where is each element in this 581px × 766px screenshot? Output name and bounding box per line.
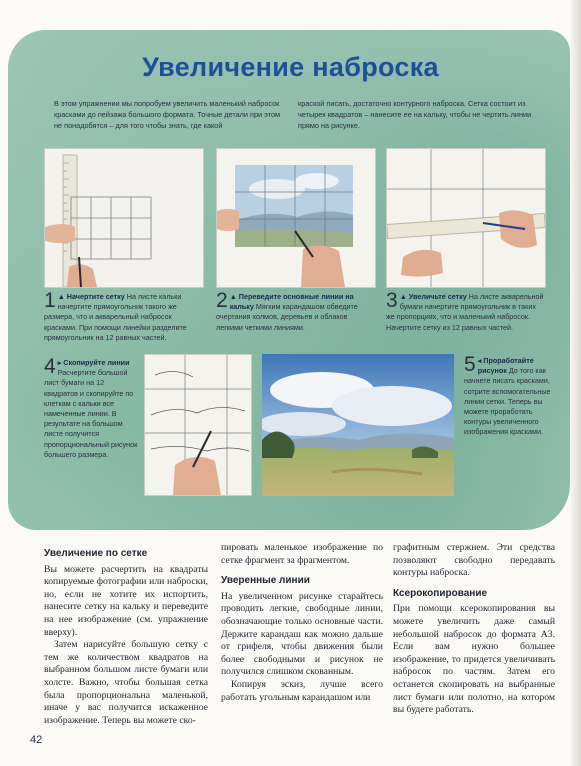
copy-lines-illustration — [145, 355, 251, 495]
body-column-1 — [44, 548, 208, 727]
step4-title: ▸ Скопируйте линии — [57, 358, 130, 367]
step1-text: На листе кальки начертите прямоугольник такого же размера, что и акварельный набросок красками. При помощи линейки разделите прямоугольник на 12 равных частей. — [44, 292, 187, 342]
step1-number: 1 — [44, 289, 56, 312]
step5-number: 5 — [464, 353, 476, 376]
page-edge-shadow — [571, 0, 581, 766]
landscape-tracing-illustration — [217, 149, 375, 287]
body-column-3 — [393, 542, 555, 717]
step1-title: ▲ Начертите сетку — [57, 292, 125, 301]
step3-number: 3 — [386, 289, 398, 312]
paragraph: графитным стержнем. Эти средства позволяют свободно передавать контуры наброска. — [393, 542, 555, 579]
paragraph: На увеличенном рисунке старайтесь проводить легкие, свободные линии, обозначающие только основные части. Держите карандаш как можно дальше от грифеля, чтобы движения были более свободными и рисунок не получился слишком скованным. — [221, 590, 383, 678]
step3-title: ▲ Увеличьте сетку — [399, 292, 467, 301]
enlarged-grid-illustration — [387, 149, 545, 287]
finished-landscape-painting — [262, 354, 454, 496]
grid-tracing-illustration — [45, 149, 203, 287]
section-heading-lines: Уверенные линии — [221, 575, 310, 587]
intro-text-left: В этом упражнении мы попробуем увеличить маленький набросок красками до пейзажа большого формата. Точные детали при этом не понадобятся – для того чтобы знать, где какой — [54, 99, 281, 130]
step3-caption — [386, 289, 544, 333]
step5-text: До того как начнете писать красками, сотрите вспомогательные линии сетки. Теперь вы можете проработать контуры увеличенного изображения красками. — [464, 366, 551, 437]
step4-text: Расчертите большой лист бумаги на 12 квадратов и скопируйте по клеткам с кальки все намеченные линии. В результате на большом листе получится пропорциональный рисунок большего размера. — [44, 368, 138, 459]
step4-photo — [144, 354, 252, 496]
step3-text: На листе акварельной бумаги начертите прямоугольник в таких же пропорциях, что и маленький набросок. Начертите сетку из 12 равных частей. — [386, 292, 544, 332]
intro-text-right: краской писать, достаточно контурного наброска. Сетка состоит из четырех квадратов – нанесите ее на кальку, чтобы не чертить линии прямо на рисунке. — [298, 99, 532, 130]
paragraph: Вы можете расчертить на квадраты копируемые фотографии или наброски, но, если не хотите их испортить, нанесите сетку на кальку и переведите на нее изображение (см. упражнение вверху). — [44, 563, 208, 638]
step2-text: Мягким карандашом обведите очертания холмов, деревьев и облаков легкими четкими линиями. — [216, 302, 358, 332]
step2-number: 2 — [216, 289, 228, 312]
page-title: Увеличение наброска — [142, 52, 439, 82]
paragraph: Копируя эскиз, лучше всего работать угольным карандашом или — [221, 678, 383, 703]
step2-caption — [216, 289, 376, 333]
step5-caption — [464, 353, 554, 438]
paragraph: При помощи ксерокопирования вы можете увеличить даже самый небольшой набросок до формата А3. Если вам нужно большее изображение, то придется увеличивать набросок по частям. Затем его останется скопировать на выбранные лист бумаги или полотно, на котором вы будете работать. — [393, 603, 555, 716]
body-column-2 — [221, 542, 383, 704]
step5-title: ◂ Проработайте рисунок — [477, 356, 534, 376]
step4-caption — [44, 355, 138, 460]
section-heading-grid: Увеличение по сетке — [44, 548, 148, 559]
step3-photo — [386, 148, 546, 288]
page-number: 42 — [30, 734, 43, 746]
step1-photo — [44, 148, 204, 288]
step4-number: 4 — [44, 355, 56, 378]
section-heading-photocopy: Ксерокопирование — [393, 587, 488, 599]
step2-photo — [216, 148, 376, 288]
paragraph: Затем нарисуйте большую сетку с тем же количеством квадратов на выбранном большом листе бумаги или холсте. Важно, чтобы большая сетка была пропорциональна маленькой, иначе у вас получится искаженное изображение. Теперь вы можете ско- — [44, 639, 208, 726]
step2-title: ▲ Переведите основные линии на кальку — [229, 292, 354, 312]
step5-photo — [262, 354, 454, 496]
paragraph: пировать маленькое изображение по сетке фрагмент за фрагментом. — [221, 542, 383, 566]
step1-caption — [44, 289, 206, 343]
